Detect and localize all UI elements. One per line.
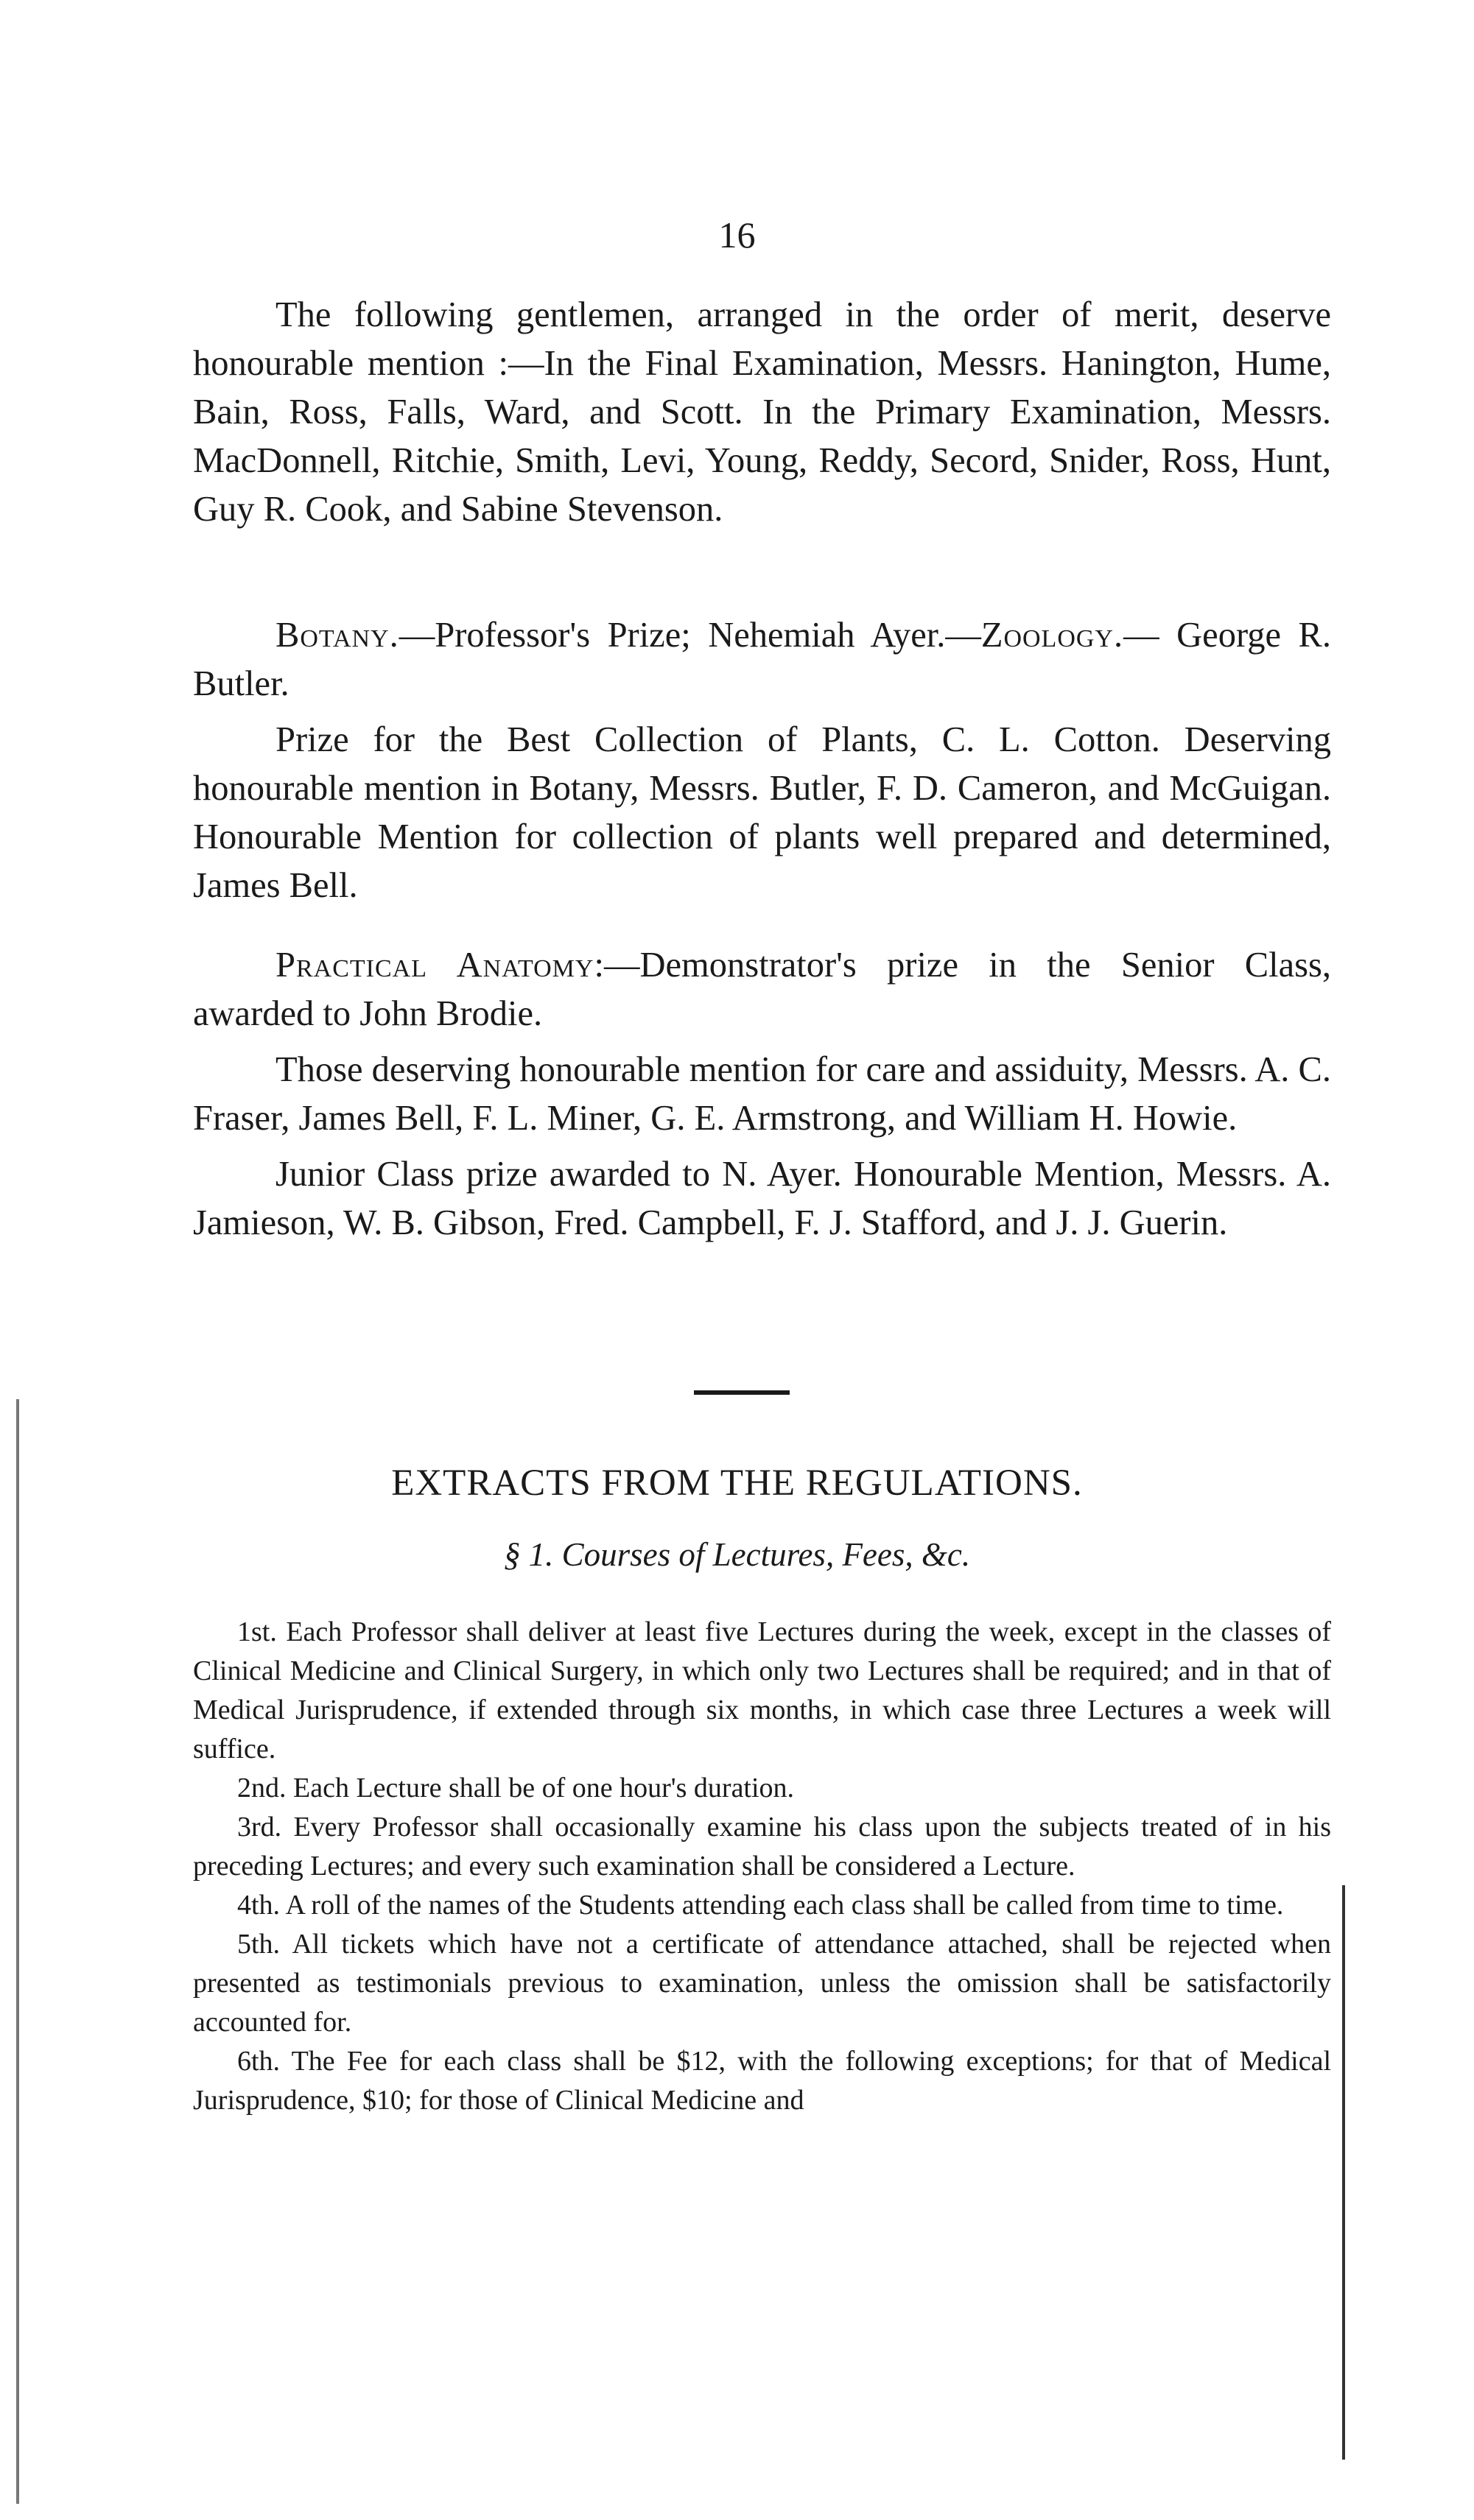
regulations-section-title: § 1. Courses of Lectures, Fees, &c.	[503, 1536, 971, 1573]
left-edge-shadow	[16, 1399, 19, 2504]
regulation-item: 1st. Each Professor shall deliver at least five Lectures during the week, except in the classes of Clinical Medicine and Clinical Surgery, in which only two Lectures shall be required; and in that of Medical Jurisprudence, if extended through six months, in which case three Lectures a week will suffice.	[193, 1616, 1331, 1764]
botany-label: Botany.	[276, 616, 399, 655]
regulation-item: 6th. The Fee for each class shall be $12, with the following exceptions; for that of Medical Jurisprudence, $10; for those of Clinical Medicine and	[193, 2046, 1331, 2116]
anatomy-section	[193, 941, 1331, 1247]
botany-collection-paragraph: Prize for the Best Collection of Plants, C. L. Cotton. Deserving honourable mention in Botany, Messrs. Butler, F. D. Cameron, and McGuigan. Honourable Mention for collection of plants well prepared and determined, James Bell.	[193, 720, 1331, 905]
anatomy-junior-paragraph: Junior Class prize awarded to N. Ayer. Honourable Mention, Messrs. A. Jamieson, W. B. Gibson, Fred. Campbell, F. J. Stafford, and J. J. Guerin.	[193, 1155, 1331, 1242]
anatomy-prize-text: :—Demonstrator's prize in the Senior Class, awarded to John Brodie.	[193, 946, 1332, 1033]
regulations-list	[193, 1613, 1331, 2120]
honours-paragraph: The following gentlemen, arranged in the order of merit, deserve honourable mention :—In the Final Examination, Messrs. Hanington, Hume, Bain, Ross, Falls, Ward, and Scott. In the Primary Examination, Messrs. MacDonnell, Ritchie, Smith, Levi, Young, Reddy, Secord, Snider, Ross, Hunt, Guy R. Cook, and Sabine Stevenson.	[193, 295, 1331, 529]
regulation-item: 5th. All tickets which have not a certificate of attendance attached, shall be rejected when presented as testimonials previous to examination, unless the omission shall be satisfactorily accounted for.	[193, 1929, 1331, 2038]
regulation-item: 2nd. Each Lecture shall be of one hour's duration.	[237, 1773, 795, 1803]
anatomy-honours-paragraph: Those deserving honourable mention for care and assiduity, Messrs. A. C. Fraser, James Bell, F. L. Miner, G. E. Armstrong, and William H. Howie.	[193, 1050, 1331, 1138]
page-number: 16	[718, 214, 756, 256]
botany-prize-text: —Professor's Prize; Nehemiah Ayer.—	[399, 616, 981, 655]
botany-paragraph	[193, 611, 1331, 708]
honours-section	[193, 291, 1331, 534]
botany-section	[193, 611, 1331, 910]
regulation-item: 4th. A roll of the names of the Students attending each class shall be called from time to time.	[237, 1890, 1284, 1921]
anatomy-paragraph	[193, 941, 1331, 1038]
zoology-label: Zoology.	[980, 616, 1124, 655]
regulation-item: 3rd. Every Professor shall occasionally examine his class upon the subjects treated of in his preceding Lectures; and every such examination shall be considered a Lecture.	[193, 1812, 1331, 1882]
right-edge-shadow	[1342, 1885, 1345, 2460]
anatomy-label: Practical Anatomy	[276, 946, 594, 985]
section-divider	[694, 1390, 790, 1395]
zoology-prize-text: — George R. Butler.	[193, 616, 1331, 703]
regulations-heading: EXTRACTS FROM THE REGULATIONS.	[391, 1463, 1083, 1504]
